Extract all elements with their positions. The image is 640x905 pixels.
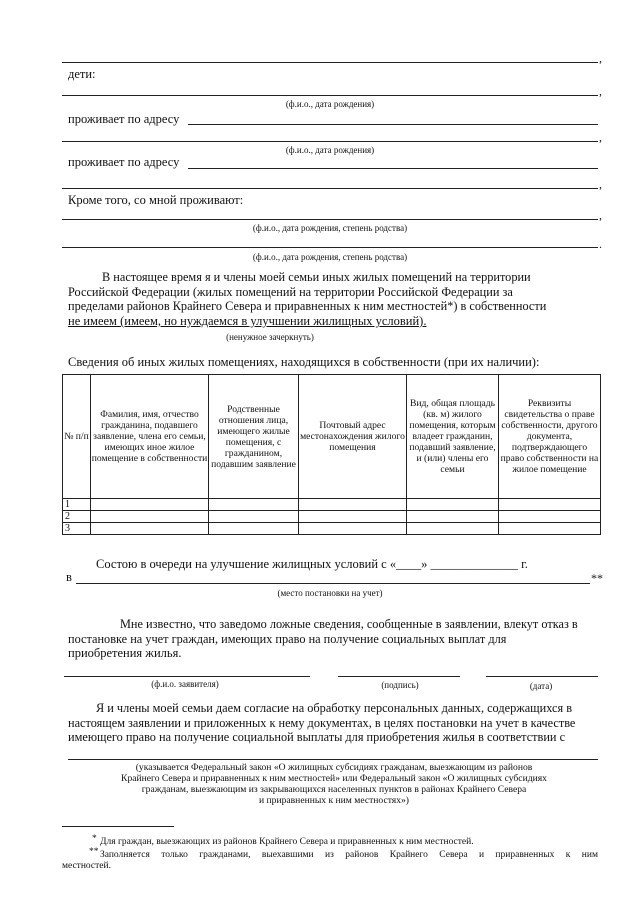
row-number: 3: [63, 523, 91, 535]
child-address-line-2[interactable]: [188, 168, 598, 169]
cohabitant-line-1[interactable]: [62, 219, 598, 220]
footnote-separator: [62, 826, 174, 827]
caption-applicant-fio: (ф.и.о. заявителя): [151, 679, 219, 689]
cohabitant-line-2[interactable]: [62, 247, 598, 248]
child-fio-line-2[interactable]: [62, 141, 598, 142]
comma: **: [591, 571, 603, 585]
caption-queue-place: (место постановки на учет): [277, 588, 383, 598]
table-cell[interactable]: [499, 523, 601, 535]
header-area: Вид, общая площадь (кв. м) жилого помещения, которым владеет гражданин, подавший заявление, и (или) члены его семьи: [407, 375, 499, 499]
table-cell[interactable]: [407, 523, 499, 535]
caption-fio-birth: (ф.и.о., дата рождения): [285, 145, 375, 155]
table-title: Сведения об иных жилых помещениях, находящихся в собственности (при их наличии):: [68, 355, 540, 369]
footnote-mark: **: [89, 847, 99, 857]
warning-line: приобретения жилья.: [68, 646, 182, 660]
table-row: [63, 499, 601, 511]
caption-strike-out: (ненужное зачеркнуть): [226, 332, 314, 342]
table-cell[interactable]: [407, 511, 499, 523]
table-cell[interactable]: [209, 523, 299, 535]
caption-fio-birth: (ф.и.о., дата рождения): [285, 99, 375, 109]
table-cell[interactable]: [91, 523, 209, 535]
table-cell[interactable]: [299, 523, 407, 535]
address-label: проживает по адресу: [68, 155, 180, 169]
comma: ,: [599, 84, 602, 98]
caption-cohabitant: (ф.и.о., дата рождения, степень родства): [252, 223, 408, 233]
table-row: [63, 511, 601, 523]
comma: ,: [599, 130, 602, 144]
queue-prefix: в: [66, 570, 72, 584]
comma: ,: [599, 51, 602, 65]
address-label: проживает по адресу: [68, 112, 180, 126]
table-cell[interactable]: [499, 499, 601, 511]
caption-cohabitant: (ф.и.о., дата рождения, степень родства): [252, 252, 408, 262]
header-address: Почтовый адрес местонахождения жилого помещения: [299, 375, 407, 499]
footnote-2: Заполняется только гражданами, выехавшими из районов Крайнего Севера и приравненных к ним: [100, 850, 598, 860]
table-cell[interactable]: [91, 511, 209, 523]
children-label: дети:: [68, 67, 96, 81]
housing-statement-line: пределами районов Крайнего Севера и приравненных к ним местностей*) в собственности: [68, 299, 547, 313]
signature-date-line[interactable]: [486, 676, 598, 677]
queue-text[interactable]: Состою в очереди на улучшение жилищных условий с «____» ______________ г.: [96, 557, 528, 571]
child-fio-line-1[interactable]: [62, 95, 598, 96]
caption-signature: (подпись): [381, 680, 419, 690]
signature-line[interactable]: [338, 676, 460, 677]
queue-place-line[interactable]: [76, 583, 590, 584]
table-row: [63, 523, 601, 535]
law-line[interactable]: [68, 759, 598, 760]
table-cell[interactable]: [91, 499, 209, 511]
caption-date: (дата): [529, 681, 553, 691]
header-number: № п/п: [63, 375, 91, 499]
footnote-2-cont: местностей.: [62, 861, 111, 871]
header-fio: Фамилия, имя, отчество гражданина, подавшего заявление, члена его семьи, имеющих иное жилое помещение в собственности: [91, 375, 209, 499]
row-number: 1: [63, 499, 91, 511]
consent-line: настоящем заявлении и приложенных к нему документах, в целях постановки на учет в качестве: [68, 715, 576, 730]
table-cell[interactable]: [209, 499, 299, 511]
footnote-mark: *: [92, 834, 97, 844]
law-caption: гражданам, выезжающим из закрывающихся населенных пунктов в районах Крайнего Севера: [141, 784, 527, 795]
comma: ,: [599, 177, 602, 191]
property-table: [62, 374, 601, 535]
consent-line: имеющего право на получение социальной выплаты для приобретения жилья в соответствии с: [68, 730, 566, 744]
consent-line: Я и члены моей семьи даем согласие на обработку персональных данных, содержащихся в: [96, 701, 573, 715]
housing-statement-line: В настоящее время я и члены моей семьи иных жилых помещений на территории: [102, 270, 531, 284]
signature-fio-line[interactable]: [64, 676, 310, 677]
law-caption: и приравненных к ним местностях»): [259, 795, 409, 806]
blank-line[interactable]: [62, 62, 598, 63]
housing-statement-line: Российской Федерации (жилых помещений на территории Российской Федерации за: [68, 284, 513, 299]
law-caption: Крайнего Севера и приравненных к ним местностей» или Федеральный закон «О жилищных субсидиях: [121, 773, 547, 784]
blank-line[interactable]: [62, 188, 598, 189]
table-cell[interactable]: [407, 499, 499, 511]
cohabitants-label: Кроме того, со мной проживают:: [68, 193, 244, 207]
housing-statement-choice[interactable]: не имеем (имеем, но нуждаемся в улучшении жилищных условий).: [68, 314, 427, 328]
warning-line: Мне известно, что заведомо ложные сведения, сообщенные в заявлении, влекут отказ в: [120, 617, 578, 631]
child-address-line-1[interactable]: [188, 124, 598, 125]
row-number: 2: [63, 511, 91, 523]
table-cell[interactable]: [299, 511, 407, 523]
law-caption: (указывается Федеральный закон «О жилищных субсидиях гражданам, выезжающим из районов: [135, 762, 533, 773]
warning-line: постановке на учет граждан, имеющих право на получение социальных выплат для: [68, 631, 507, 646]
header-certificate: Реквизиты свидетельства о праве собственности, другого документа, подтверждающего право собственности на жилое помещение: [499, 375, 601, 499]
table-cell[interactable]: [209, 511, 299, 523]
comma: ,: [599, 208, 602, 222]
comma: .: [599, 237, 602, 251]
table-cell[interactable]: [299, 499, 407, 511]
table-cell[interactable]: [499, 511, 601, 523]
header-relation: Родственные отношения лица, имеющего жилые помещения, с гражданином, подавшим заявление: [209, 375, 299, 499]
footnote-1: Для граждан, выезжающих из районов Крайнего Севера и приравненных к ним местностей.: [100, 837, 474, 847]
